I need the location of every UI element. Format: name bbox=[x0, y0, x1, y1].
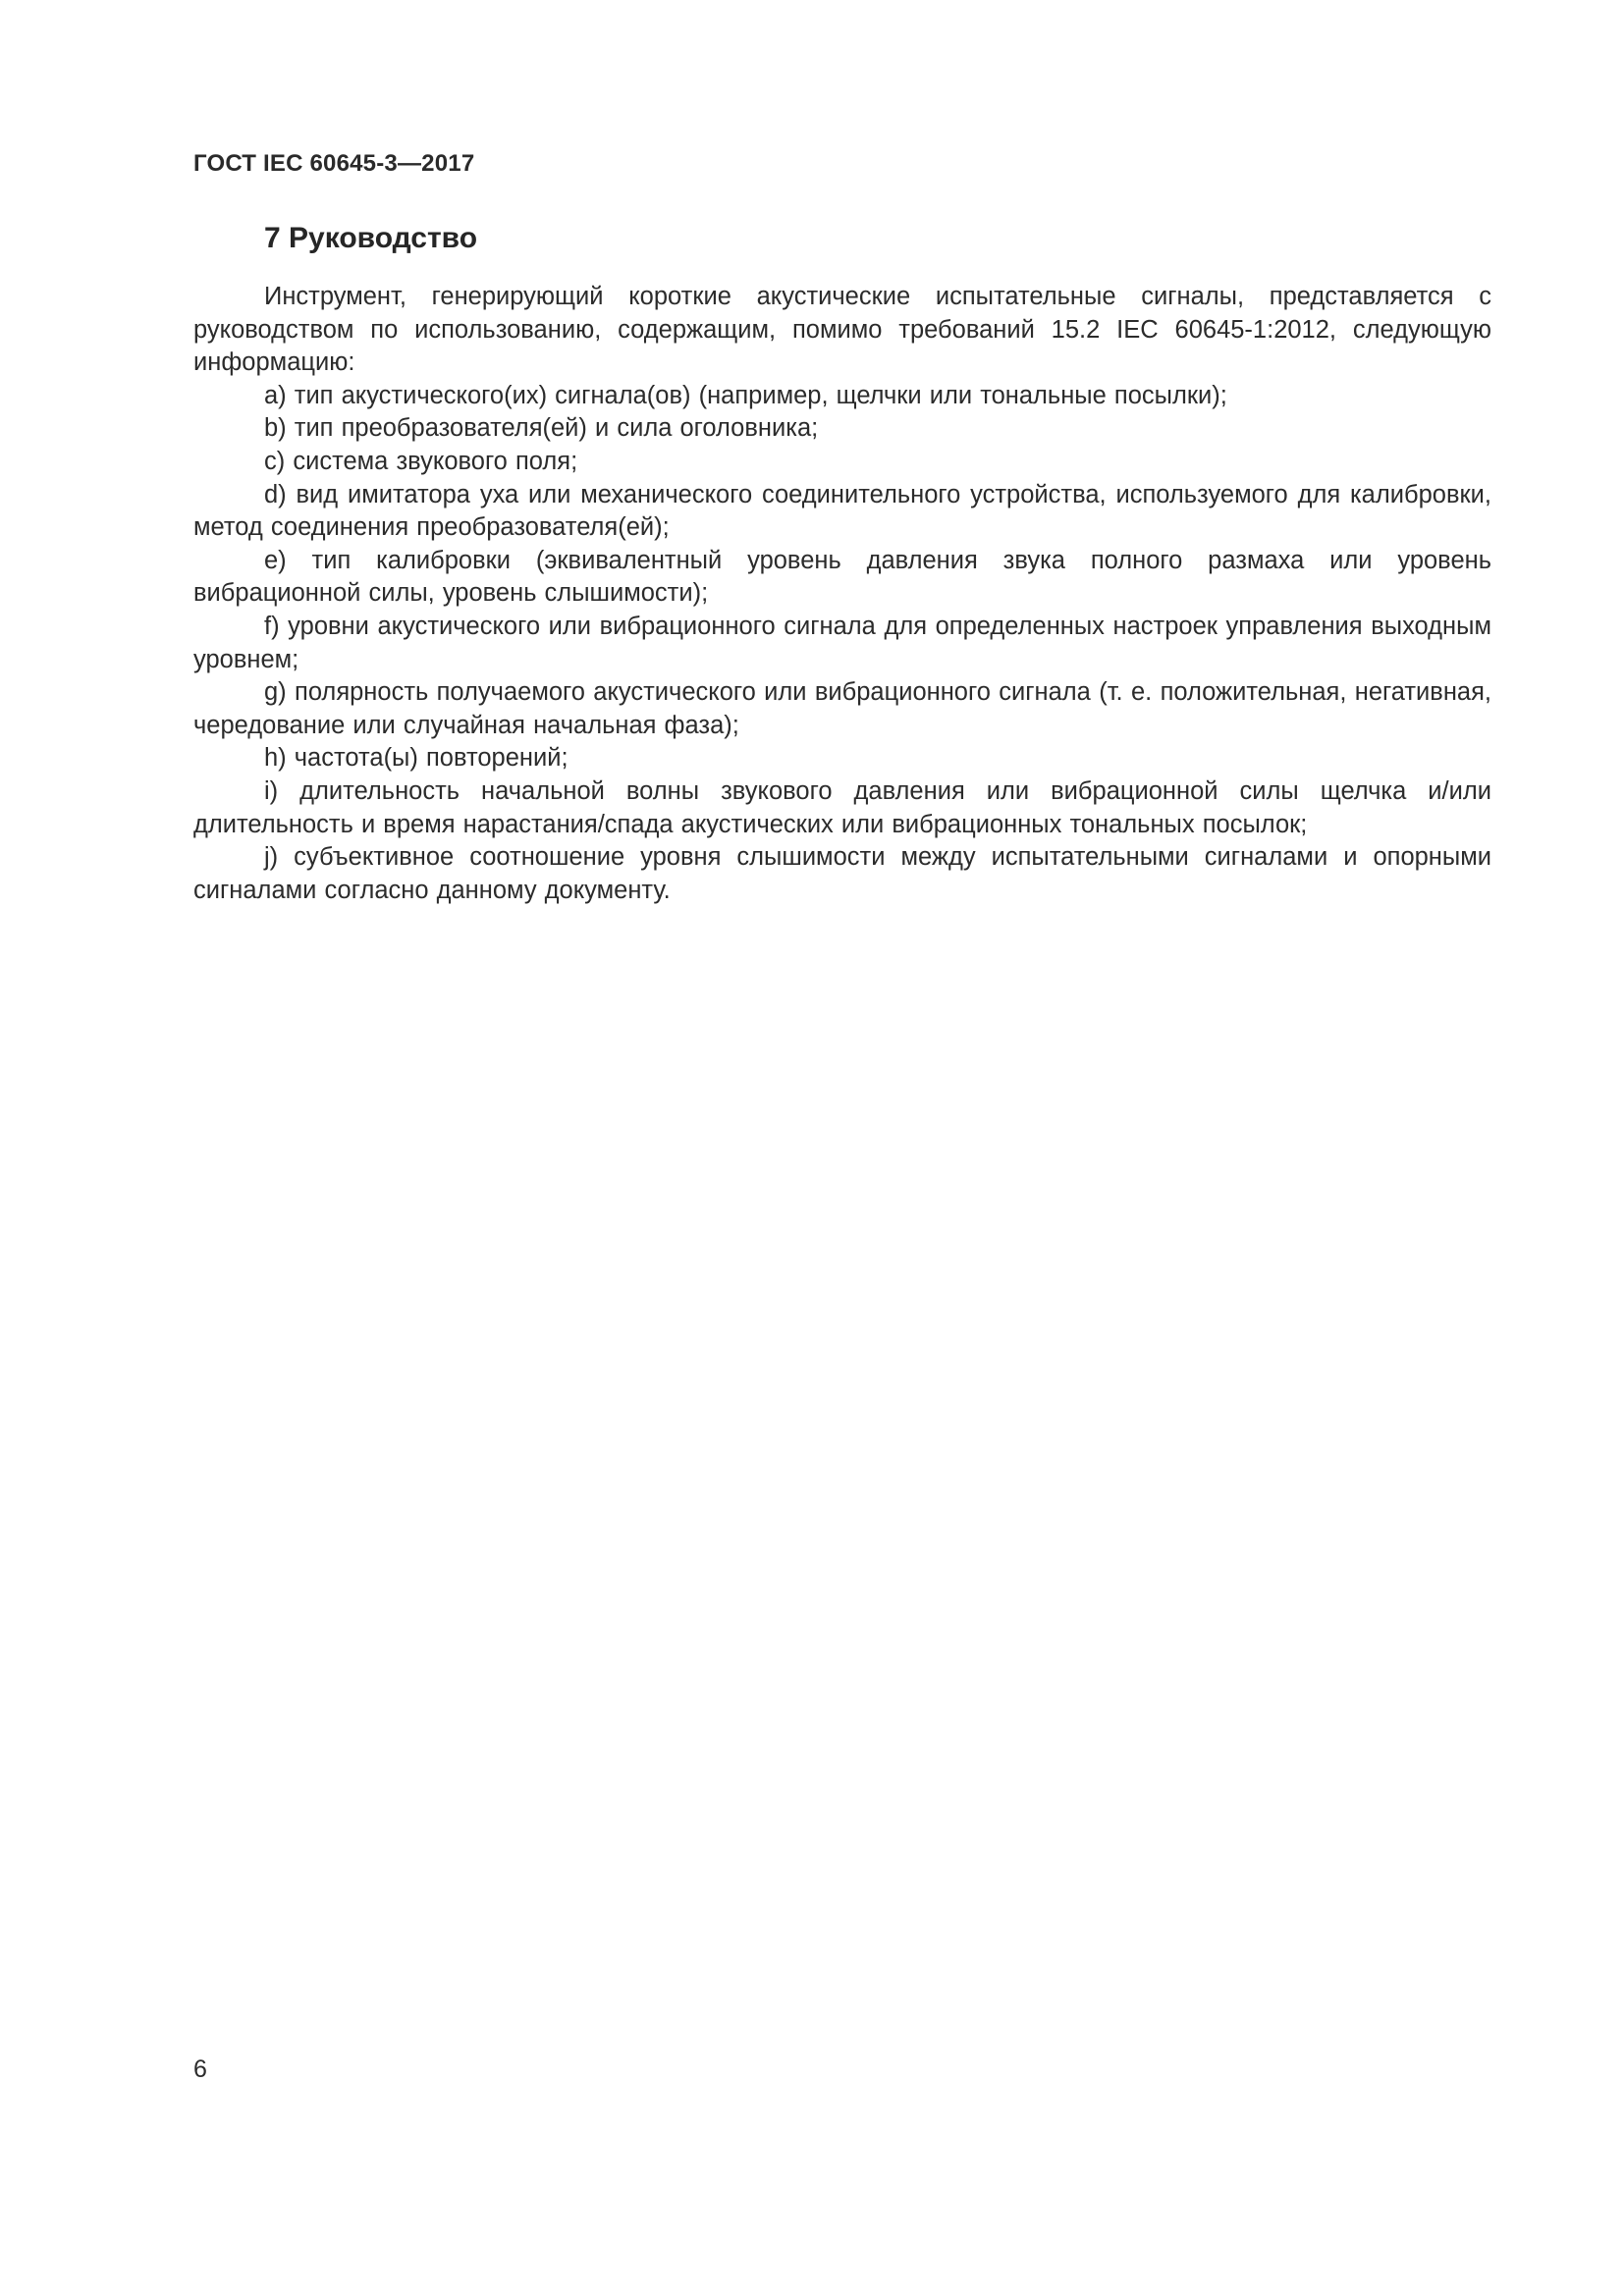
list-item: a) тип акустического(их) сигнала(ов) (например, щелчки или тональные посылки); bbox=[264, 381, 1227, 409]
list-item: b) тип преобразователя(ей) и сила оголовника; bbox=[264, 414, 819, 443]
list-item: c) система звукового поля; bbox=[264, 447, 578, 475]
section-title: 7 Руководство bbox=[264, 222, 478, 254]
list-item: i) длительность начальной волны звукового давления или вибрационной силы щелчка и/или длительность и время нарастания/спада акустических или вибрационных тональных посылок; bbox=[193, 776, 1491, 838]
list-item: d) вид имитатора уха или механического соединительного устройства, используемого для калибровки, метод соединения преобразователя(ей); bbox=[193, 480, 1491, 542]
list-item: g) полярность получаемого акустического или вибрационного сигнала (т. е. положительная, негативная, чередование или случайная начальная фаза); bbox=[193, 678, 1491, 739]
intro-paragraph: Инструмент, генерирующий короткие акустические испытательные сигналы, представляется с руководством по использованию, содержащим, помимо требований 15.2 IEC 60645-1:2012, следующую информацию: bbox=[193, 283, 1491, 377]
list-item: f) уровни акустического или вибрационного сигнала для определенных настроек управления выходным уровнем; bbox=[193, 612, 1491, 673]
section-guidance bbox=[193, 222, 1491, 907]
list-item: e) тип калибровки (эквивалентный уровень давления звука полного размаха или уровень вибрационной силы, уровень слышимости); bbox=[193, 546, 1491, 608]
list-item: j) субъективное соотношение уровня слышимости между испытательными сигналами и опорными сигналами согласно данному документу. bbox=[193, 843, 1491, 904]
list-item: h) частота(ы) повторений; bbox=[264, 744, 568, 773]
document-header: ГОСТ IEC 60645-3—2017 bbox=[193, 150, 475, 177]
page-number: 6 bbox=[193, 2056, 207, 2083]
